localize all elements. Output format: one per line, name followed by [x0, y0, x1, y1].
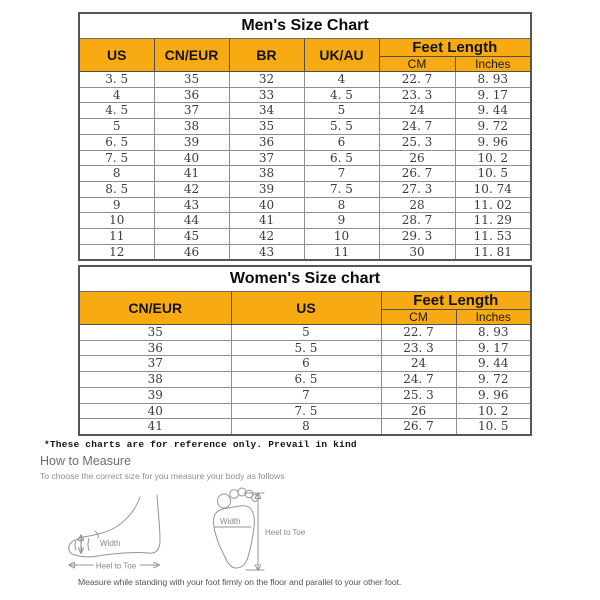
table-cell: 10 — [79, 213, 154, 229]
table-cell: 26. 7 — [381, 419, 456, 435]
table-cell: 36 — [79, 340, 231, 356]
table-cell: 40 — [79, 403, 231, 419]
table-cell: 10. 2 — [456, 403, 531, 419]
table-row — [79, 150, 531, 166]
table-row — [79, 403, 531, 419]
table-cell: 5. 5 — [304, 119, 379, 135]
table-cell: 23. 3 — [381, 340, 456, 356]
table-cell: 33 — [229, 87, 304, 103]
col-header-inches: Inches — [456, 310, 531, 325]
table-cell: 24. 7 — [381, 372, 456, 388]
table-cell: 9. 96 — [455, 134, 531, 150]
table-row — [79, 229, 531, 245]
col-header-feet-length: Feet Length — [379, 39, 531, 57]
foot-side-view-icon — [69, 495, 160, 571]
table-cell: 3. 5 — [79, 72, 154, 88]
table-cell: 10. 74 — [455, 181, 531, 197]
col-header-cn-eur: CN/EUR — [154, 39, 229, 72]
table-cell: 9. 17 — [456, 340, 531, 356]
table-cell: 36 — [154, 87, 229, 103]
table-cell: 8 — [304, 197, 379, 213]
col-header-inches: Inches — [455, 57, 531, 72]
table-cell: 23. 3 — [379, 87, 455, 103]
table-row — [79, 72, 531, 88]
mens-size-table — [78, 12, 532, 261]
table-cell: 44 — [154, 213, 229, 229]
table-cell: 7. 5 — [231, 403, 381, 419]
table-cell: 24. 7 — [379, 119, 455, 135]
table-cell: 29. 3 — [379, 229, 455, 245]
top-width-label: Width — [220, 517, 241, 526]
table-cell: 39 — [79, 387, 231, 403]
womens-table-title: Women's Size chart — [79, 266, 531, 292]
table-cell: 9 — [304, 213, 379, 229]
table-row — [79, 134, 531, 150]
table-cell: 4. 5 — [304, 87, 379, 103]
table-cell: 8. 93 — [455, 72, 531, 88]
table-cell: 9. 72 — [455, 119, 531, 135]
table-cell: 40 — [154, 150, 229, 166]
table-cell: 26 — [381, 403, 456, 419]
table-cell: 10. 5 — [456, 419, 531, 435]
table-cell: 7 — [304, 166, 379, 182]
table-cell: 39 — [154, 134, 229, 150]
table-cell: 28 — [379, 197, 455, 213]
table-row — [79, 244, 531, 260]
table-cell: 11 — [79, 229, 154, 245]
table-cell: 35 — [154, 72, 229, 88]
how-to-measure-subheading: To choose the correct size for you measure your body as follows — [40, 471, 285, 481]
mens-table-title: Men's Size Chart — [79, 13, 531, 39]
table-cell: 6 — [304, 134, 379, 150]
table-cell: 9. 44 — [455, 103, 531, 119]
table-row — [79, 340, 531, 356]
side-heel-to-toe-label: Heel to Toe — [95, 561, 137, 571]
table-cell: 42 — [154, 181, 229, 197]
table-cell: 4 — [304, 72, 379, 88]
table-row — [79, 181, 531, 197]
table-cell: 8. 5 — [79, 181, 154, 197]
table-cell: 28. 7 — [379, 213, 455, 229]
table-cell: 27. 3 — [379, 181, 455, 197]
table-cell: 25. 3 — [379, 134, 455, 150]
womens-size-table — [78, 265, 532, 436]
table-row — [79, 103, 531, 119]
table-cell: 25. 3 — [381, 387, 456, 403]
table-cell: 5. 5 — [231, 340, 381, 356]
table-cell: 24 — [379, 103, 455, 119]
table-cell: 30 — [379, 244, 455, 260]
table-cell: 9 — [79, 197, 154, 213]
table-cell: 37 — [154, 103, 229, 119]
table-cell: 5 — [304, 103, 379, 119]
table-cell: 8 — [231, 419, 381, 435]
col-header-cm: CM — [381, 310, 456, 325]
table-cell: 9. 17 — [455, 87, 531, 103]
table-cell: 11. 29 — [455, 213, 531, 229]
table-cell: 12 — [79, 244, 154, 260]
table-cell: 8. 93 — [456, 325, 531, 341]
table-cell: 39 — [229, 181, 304, 197]
table-cell: 7 — [231, 387, 381, 403]
table-cell: 38 — [154, 119, 229, 135]
table-cell: 9. 72 — [456, 372, 531, 388]
col-header-feet-length: Feet Length — [381, 292, 531, 310]
table-cell: 41 — [229, 213, 304, 229]
how-to-measure-heading: How to Measure — [40, 454, 132, 468]
table-cell: 37 — [229, 150, 304, 166]
table-cell: 10 — [304, 229, 379, 245]
reference-note: *These charts are for reference only. Prevail in kind — [44, 439, 357, 450]
col-header-uk-au: UK/AU — [304, 39, 379, 72]
col-header-cm: CM — [379, 57, 455, 72]
table-row — [79, 356, 531, 372]
table-cell: 37 — [79, 356, 231, 372]
table-cell: 43 — [229, 244, 304, 260]
table-row — [79, 372, 531, 388]
table-cell: 35 — [79, 325, 231, 341]
table-cell: 41 — [79, 419, 231, 435]
table-cell: 7. 5 — [304, 181, 379, 197]
table-cell: 22. 7 — [381, 325, 456, 341]
table-cell: 26. 7 — [379, 166, 455, 182]
table-cell: 35 — [229, 119, 304, 135]
side-width-label: Width — [100, 539, 121, 548]
table-row — [79, 87, 531, 103]
table-row — [79, 419, 531, 435]
table-cell: 41 — [154, 166, 229, 182]
table-cell: 32 — [229, 72, 304, 88]
table-cell: 10. 2 — [455, 150, 531, 166]
col-header-us: US — [79, 39, 154, 72]
table-cell: 36 — [229, 134, 304, 150]
table-row — [79, 166, 531, 182]
womens-table-body — [79, 325, 531, 435]
table-cell: 46 — [154, 244, 229, 260]
table-cell: 26 — [379, 150, 455, 166]
table-cell: 6. 5 — [231, 372, 381, 388]
table-row — [79, 213, 531, 229]
table-cell: 7. 5 — [79, 150, 154, 166]
table-cell: 11. 53 — [455, 229, 531, 245]
col-header-cn-eur: CN/EUR — [79, 292, 231, 325]
table-cell: 38 — [79, 372, 231, 388]
measure-caption: Measure while standing with your foot firmly on the floor and parallel to your other foot. — [78, 577, 402, 587]
table-cell: 9. 44 — [456, 356, 531, 372]
table-cell: 6 — [231, 356, 381, 372]
table-cell: 5 — [231, 325, 381, 341]
table-cell: 11. 02 — [455, 197, 531, 213]
table-cell: 11 — [304, 244, 379, 260]
table-cell: 38 — [229, 166, 304, 182]
table-cell: 43 — [154, 197, 229, 213]
foot-top-view-icon — [213, 488, 305, 570]
table-cell: 11. 81 — [455, 244, 531, 260]
col-header-us: US — [231, 292, 381, 325]
table-row — [79, 197, 531, 213]
table-cell: 40 — [229, 197, 304, 213]
table-cell: 4. 5 — [79, 103, 154, 119]
top-heel-to-toe-label: Heel to Toe — [265, 528, 306, 537]
table-row — [79, 387, 531, 403]
table-cell: 42 — [229, 229, 304, 245]
table-cell: 24 — [381, 356, 456, 372]
mens-table-body — [79, 72, 531, 261]
table-row — [79, 119, 531, 135]
table-row — [79, 325, 531, 341]
table-cell: 6. 5 — [79, 134, 154, 150]
table-cell: 45 — [154, 229, 229, 245]
col-header-br: BR — [229, 39, 304, 72]
table-cell: 22. 7 — [379, 72, 455, 88]
table-cell: 9. 96 — [456, 387, 531, 403]
table-cell: 10. 5 — [455, 166, 531, 182]
table-cell: 6. 5 — [304, 150, 379, 166]
table-cell: 5 — [79, 119, 154, 135]
table-cell: 34 — [229, 103, 304, 119]
table-cell: 8 — [79, 166, 154, 182]
foot-measure-diagram — [60, 483, 360, 583]
table-cell: 4 — [79, 87, 154, 103]
